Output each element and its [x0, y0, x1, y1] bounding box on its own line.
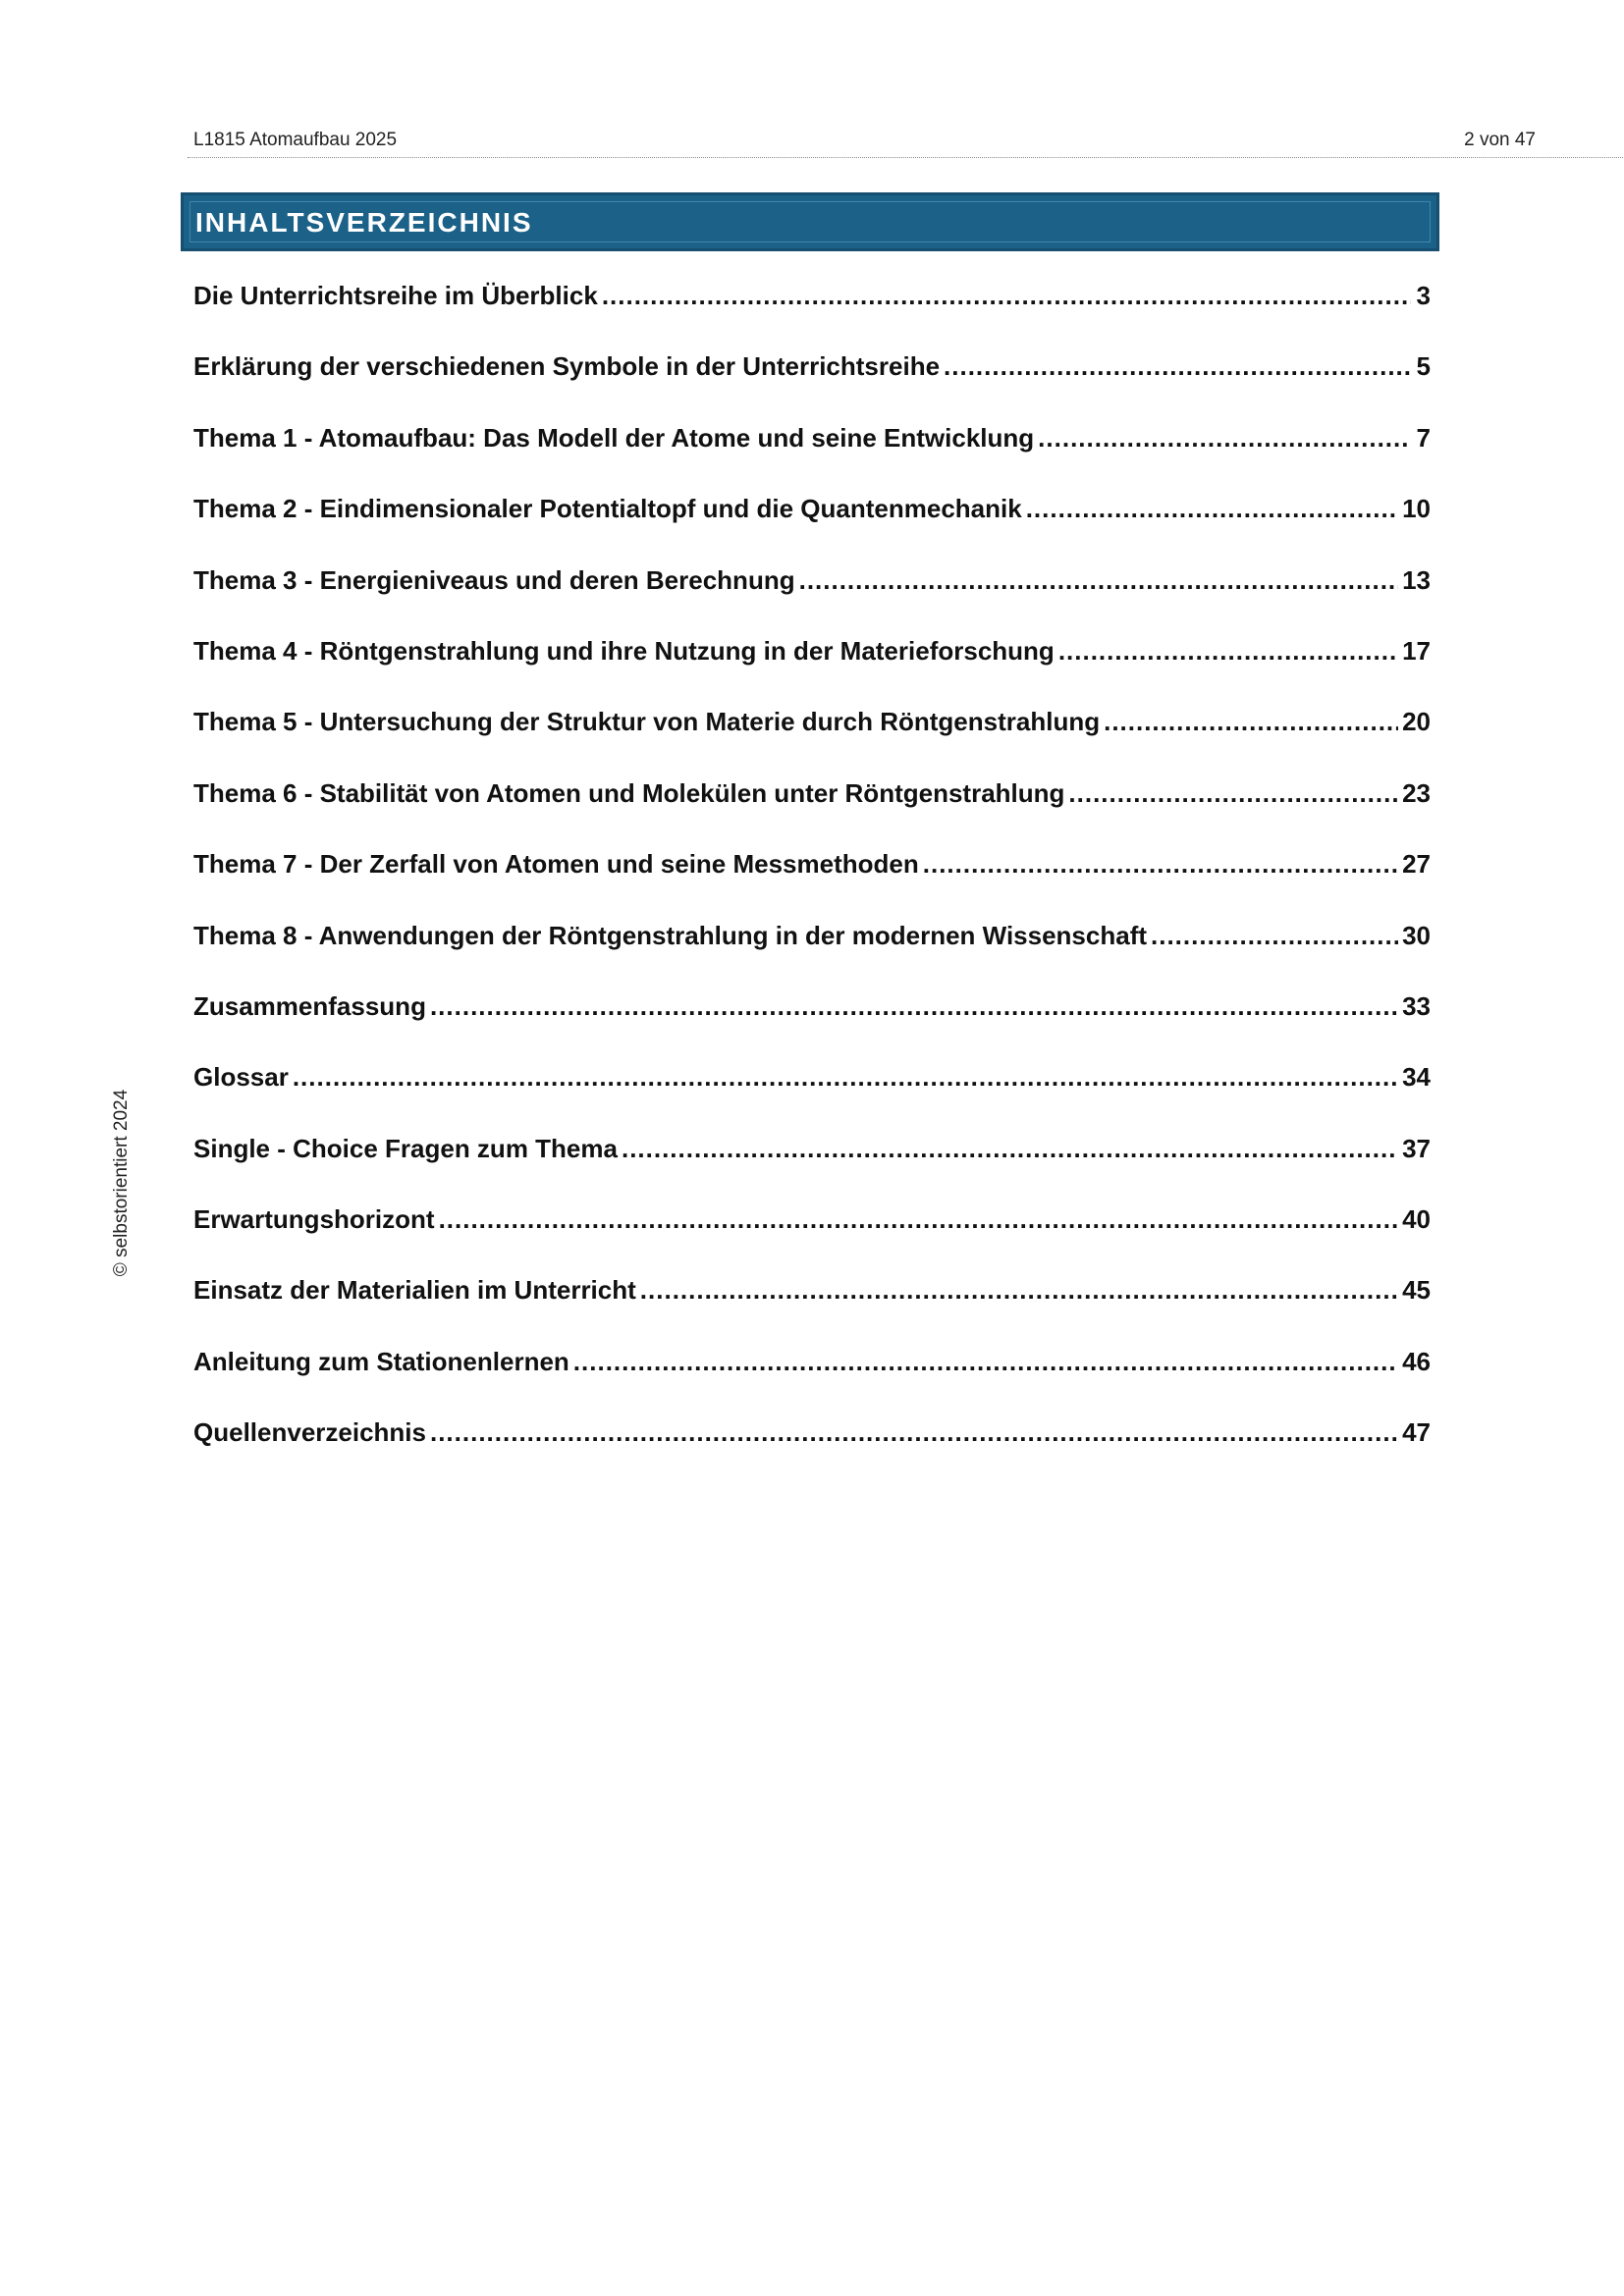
toc-entry-page: 3	[1416, 281, 1431, 310]
copyright-note: © selbstorientiert 2024	[111, 1089, 132, 1277]
toc-entry-leader	[944, 351, 1411, 382]
toc-entry-title: Thema 5 - Untersuchung der Struktur von Materie durch Röntgenstrahlung	[193, 707, 1101, 737]
toc-entry-page: 5	[1416, 351, 1431, 382]
document-title: L1815 Atomaufbau 2025	[193, 130, 398, 150]
toc-entry-leader	[430, 991, 1398, 1022]
toc-entry[interactable]	[193, 991, 1431, 1062]
toc-entry-title: Thema 7 - Der Zerfall von Atomen und seine Messmethoden	[193, 849, 919, 880]
toc-entry-leader	[799, 565, 1398, 596]
toc-entry-page: 33	[1402, 990, 1431, 1021]
toc-entry-title: Thema 3 - Energieniveaus und deren Berechnung	[193, 564, 795, 595]
toc-heading-banner	[181, 192, 1439, 251]
toc-entry-title: Quellenverzeichnis	[193, 1417, 426, 1448]
toc-entry-title: Thema 2 - Eindimensionaler Potentialtopf und die Quantenmechanik	[193, 494, 1022, 524]
toc-entry-page: 10	[1402, 494, 1431, 524]
toc-heading: INHALTSVERZEICHNIS	[195, 207, 533, 238]
toc-entry-title: Single - Choice Fragen zum Thema	[193, 1133, 618, 1163]
toc-entry-page: 37	[1402, 1133, 1431, 1163]
toc-entry-page: 34	[1402, 1062, 1431, 1093]
toc-entry-page: 20	[1402, 707, 1431, 737]
toc-entry-leader	[1058, 636, 1398, 667]
toc-entry-title: Zusammenfassung	[193, 990, 426, 1021]
toc-entry[interactable]	[193, 778, 1431, 849]
toc-entry[interactable]	[193, 921, 1431, 991]
toc-entry[interactable]	[193, 423, 1431, 494]
toc-list	[193, 281, 1431, 1489]
toc-entry-leader	[439, 1204, 1399, 1235]
toc-entry[interactable]	[193, 849, 1431, 920]
toc-entry[interactable]	[193, 1275, 1431, 1346]
toc-entry-leader	[1068, 778, 1398, 809]
toc-entry-title: Einsatz der Materialien im Unterricht	[193, 1275, 636, 1306]
toc-entry-page: 47	[1402, 1417, 1431, 1448]
toc-entry[interactable]	[193, 1347, 1431, 1417]
toc-entry[interactable]	[193, 1204, 1431, 1275]
toc-entry-leader	[602, 281, 1411, 311]
toc-entry-page: 30	[1402, 920, 1431, 950]
page-number: 2 von 47	[1464, 130, 1536, 150]
toc-entry[interactable]	[193, 1417, 1431, 1488]
page-header	[188, 128, 1623, 158]
toc-entry-leader	[430, 1417, 1398, 1448]
toc-entry-page: 27	[1402, 849, 1431, 880]
toc-entry[interactable]	[193, 565, 1431, 636]
toc-entry-leader	[622, 1134, 1398, 1164]
toc-entry-page: 45	[1402, 1275, 1431, 1306]
toc-entry-leader	[640, 1275, 1398, 1306]
toc-entry-leader	[1151, 921, 1398, 951]
toc-entry-page: 40	[1402, 1204, 1431, 1235]
toc-entry-page: 7	[1416, 422, 1431, 453]
toc-entry-title: Erklärung der verschiedenen Symbole in der Unterrichtsreihe	[193, 351, 941, 382]
toc-entry[interactable]	[193, 281, 1431, 351]
toc-entry-leader	[1026, 494, 1398, 524]
toc-entry[interactable]	[193, 707, 1431, 777]
toc-entry-title: Thema 6 - Stabilität von Atomen und Molekülen unter Röntgenstrahlung	[193, 777, 1065, 808]
toc-entry-title: Erwartungshorizont	[193, 1204, 435, 1235]
toc-entry[interactable]	[193, 351, 1431, 422]
toc-entry-leader	[1038, 423, 1411, 454]
toc-entry-title: Thema 8 - Anwendungen der Röntgenstrahlung in der modernen Wissenschaft	[193, 920, 1148, 950]
toc-entry[interactable]	[193, 494, 1431, 564]
toc-entry[interactable]	[193, 1134, 1431, 1204]
toc-entry-leader	[293, 1062, 1398, 1093]
toc-entry-title: Thema 4 - Röntgenstrahlung und ihre Nutzung in der Materieforschung	[193, 635, 1055, 666]
toc-entry[interactable]	[193, 636, 1431, 707]
toc-entry-page: 46	[1402, 1346, 1431, 1376]
toc-entry-title: Die Unterrichtsreihe im Überblick	[193, 281, 598, 310]
toc-entry-page: 13	[1402, 564, 1431, 595]
toc-entry-title: Glossar	[193, 1062, 289, 1093]
toc-entry[interactable]	[193, 1062, 1431, 1133]
toc-entry-leader	[1104, 707, 1398, 737]
toc-entry-leader	[573, 1347, 1398, 1377]
toc-entry-leader	[923, 849, 1398, 880]
toc-entry-page: 17	[1402, 635, 1431, 666]
toc-entry-page: 23	[1402, 777, 1431, 808]
toc-entry-title: Thema 1 - Atomaufbau: Das Modell der Atome und seine Entwicklung	[193, 422, 1035, 453]
toc-entry-title: Anleitung zum Stationenlernen	[193, 1346, 569, 1376]
